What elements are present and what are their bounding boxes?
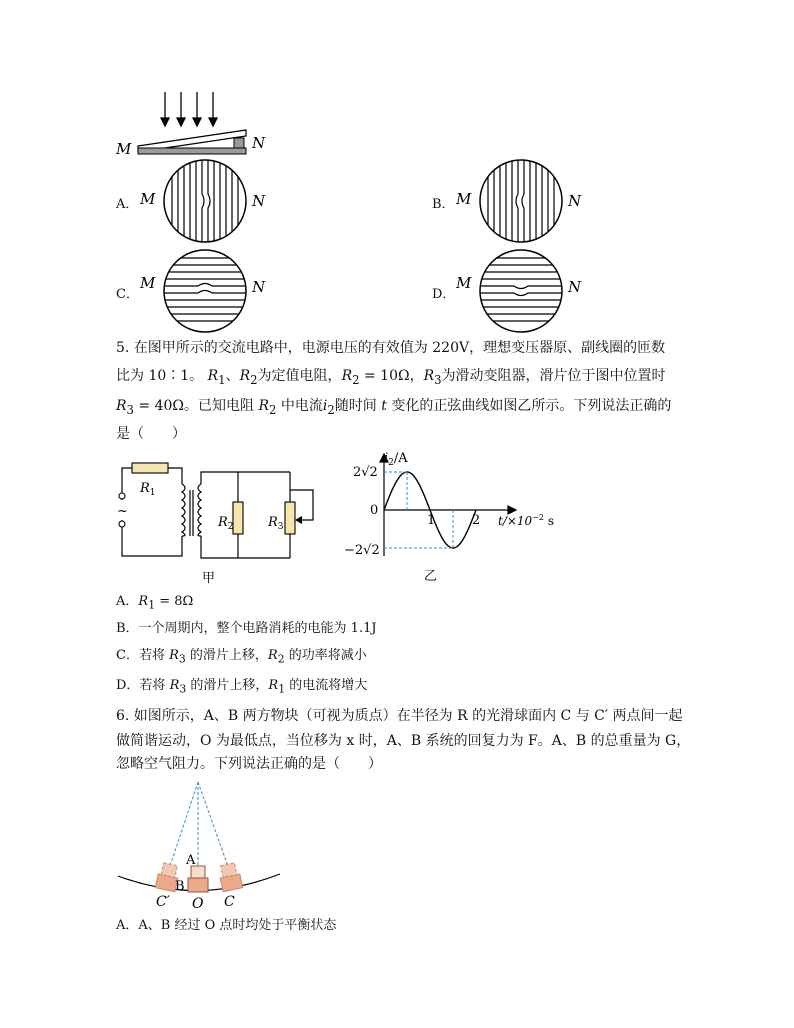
q6-stem-line3: 忽略空气阻力。下列说法正确的是（ ） — [116, 756, 382, 772]
x-axis-label: $t/\times 10^{-2}$ s — [498, 513, 554, 528]
current-graph — [338, 448, 568, 588]
slider-arrow — [295, 516, 302, 524]
bottom-glass-plate — [138, 148, 246, 154]
caption-yi: 乙 — [424, 569, 438, 584]
q5-stem-line1: 5. 在图甲所示的交流电路中，电源电压的有效值为 220V，理想变压器原、副线圈的匝数 — [116, 340, 666, 356]
fringe-option-d — [452, 248, 592, 334]
x-tick-2: 2 — [472, 513, 481, 528]
label-b: B — [175, 879, 185, 894]
arrow-head — [193, 118, 201, 126]
label-a: A — [186, 853, 196, 868]
label-c: C — [224, 894, 235, 910]
radius-line-c — [198, 782, 230, 872]
q6-stem-line1: 6. 如图所示，A、B 两方物块（可视为质点）在半径为 R 的光滑球面内 C 与 C′ 两点间一起 — [116, 708, 683, 724]
y-tick-top: 2√2 — [353, 465, 378, 480]
svg-text:N: N — [252, 192, 266, 210]
x-axis-arrow — [508, 506, 516, 514]
q5-stem-line2: 比为 10∶1。 $R_1$、$R_2$为定值电阻，$R_2 = 10\Omega$，$R_3$为滑动变阻器，滑片位于图中位置时 — [116, 368, 666, 387]
x-tick-1: 1 — [427, 513, 436, 528]
q5-stem-line4: 是（ ） — [116, 426, 186, 442]
svg-text:N: N — [252, 278, 266, 296]
fringe-option-c — [136, 248, 276, 334]
circuit-diagram — [110, 460, 330, 586]
ghost-block-a-left — [161, 863, 177, 878]
q5-stem-line3: $R_3 = 40\Omega$。已知电阻 $R_2$ 中电流$i_2$随时间 t 变化的正弦曲线如图乙所示。下列说法正确的 — [116, 398, 672, 417]
label-m: M — [116, 140, 132, 158]
label-r1: $R_1$ — [140, 481, 156, 498]
q6-option-a[interactable]: A．A、B 经过 O 点时均处于平衡状态 — [116, 918, 337, 933]
fringe-option-a — [136, 158, 276, 244]
q5-option-c[interactable]: C．若将 $R_3$ 的滑片上移，$R_2$ 的功率将减小 — [116, 648, 367, 666]
y-tick-zero: 0 — [370, 503, 379, 518]
q6-stem-line2: 做简谐运动，O 为最低点，当位移为 x 时，A、B 系统的回复力为 F。A、B 的总重量为 G， — [116, 733, 691, 749]
arrow-head — [161, 118, 169, 126]
ac-source-symbol: ~ — [117, 504, 128, 519]
svg-text:M: M — [140, 190, 156, 208]
svg-text:M: M — [456, 190, 472, 208]
label-c-prime: C′ — [156, 894, 170, 910]
option-a-letter[interactable]: A． — [116, 197, 139, 212]
arrow-head — [177, 118, 185, 126]
label-n: N — [252, 134, 266, 152]
label-r2: $R_2$ — [218, 515, 234, 532]
option-d-letter[interactable]: D． — [432, 287, 456, 302]
block-b — [188, 878, 208, 892]
fringe-option-b — [452, 158, 592, 244]
q5-option-a[interactable]: A．$R_1 = 8\Omega$ — [116, 594, 194, 612]
r1-resistor — [132, 463, 168, 473]
q5-option-b[interactable]: B．一个周期内，整个电路消耗的电能为 1.1J — [116, 621, 377, 636]
pendulum-bowl-figure — [112, 778, 308, 910]
terminal-bottom — [119, 521, 125, 527]
label-o: O — [192, 896, 204, 910]
option-b-letter[interactable]: B． — [432, 197, 455, 212]
caption-jia: 甲 — [202, 571, 216, 586]
q5-option-d[interactable]: D．若将 $R_3$ 的滑片上移，$R_1$ 的电流将增大 — [116, 678, 368, 696]
air-wedge-figure — [112, 88, 282, 160]
terminal-top — [119, 493, 125, 499]
svg-text:N: N — [568, 192, 582, 210]
option-c-letter[interactable]: C． — [116, 287, 139, 302]
y-tick-bottom: −2√2 — [344, 543, 380, 558]
label-r3: $R_3$ — [268, 515, 284, 532]
svg-text:N: N — [568, 278, 582, 296]
svg-text:M: M — [456, 274, 472, 292]
svg-text:M: M — [140, 274, 156, 292]
y-axis-label: $i_2/A$ — [384, 451, 408, 468]
spacer-block — [234, 138, 244, 148]
r2-resistor — [233, 502, 243, 534]
arrow-head — [209, 118, 217, 126]
r3-rheostat — [285, 502, 295, 534]
